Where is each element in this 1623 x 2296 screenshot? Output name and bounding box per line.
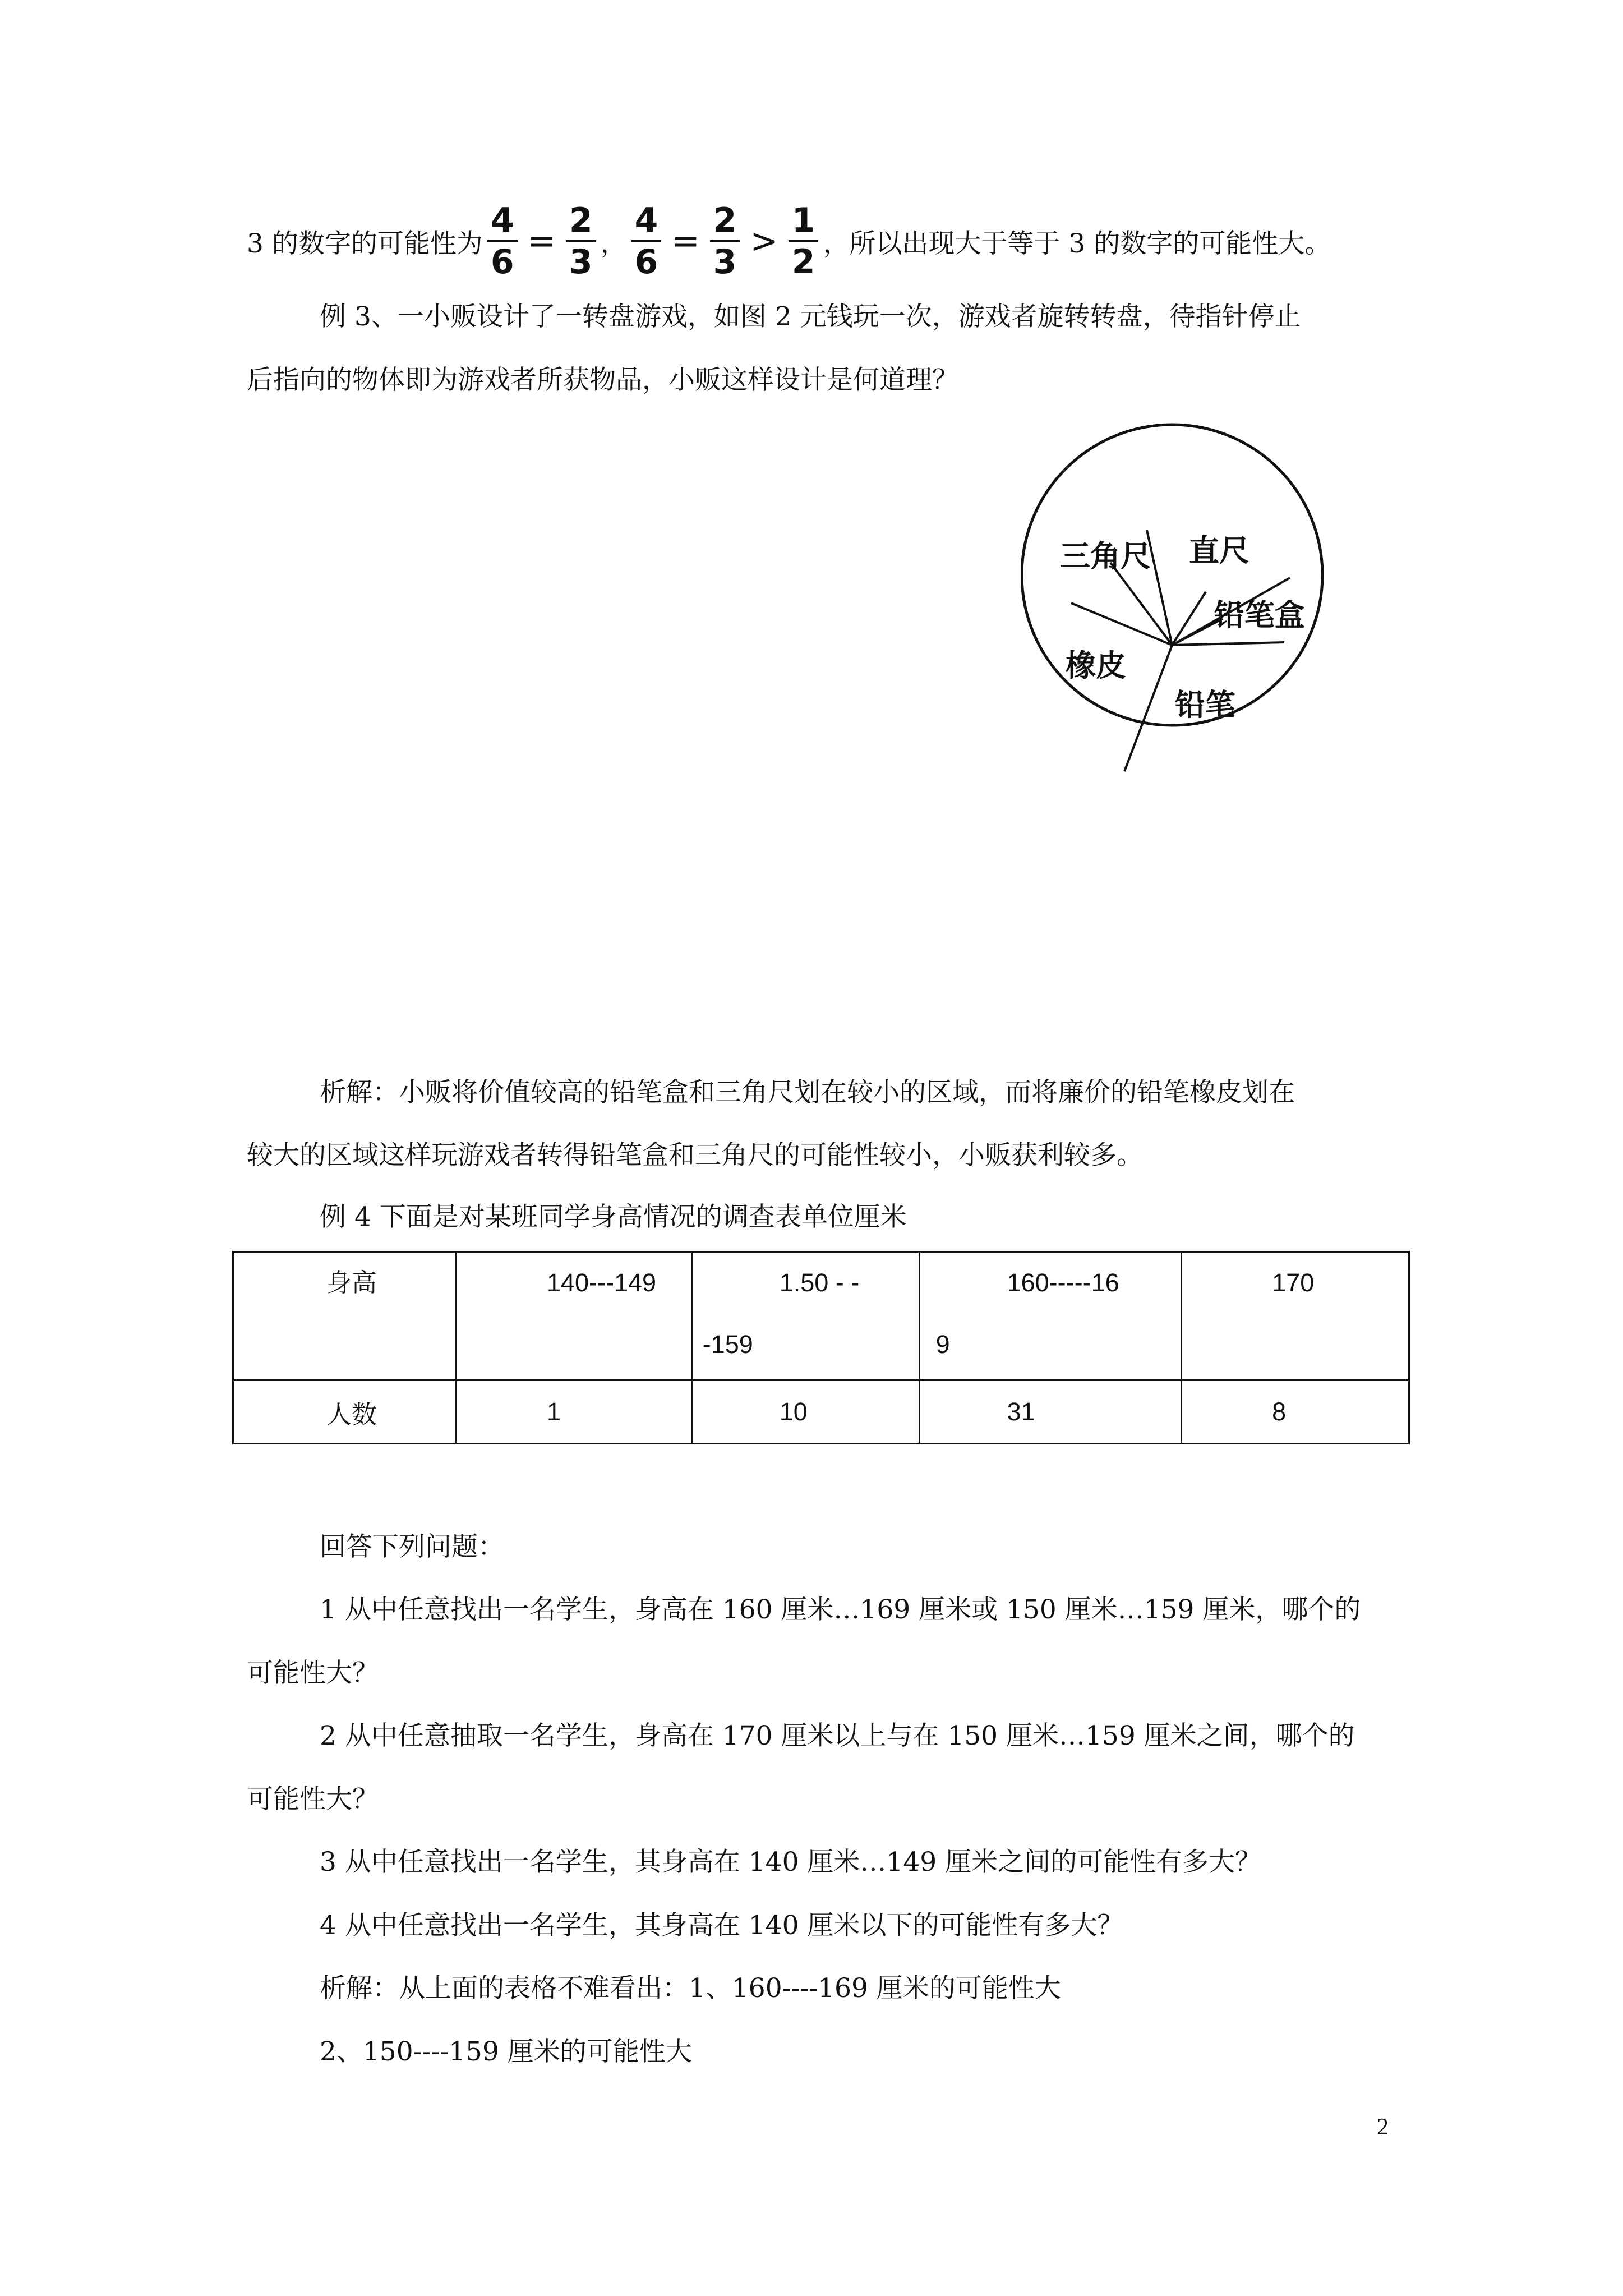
example3-line2: 后指向的物体即为游戏者所获物品，小贩这样设计是何道理？ xyxy=(247,365,958,395)
questions-intro: 回答下列问题： xyxy=(320,1531,504,1562)
equals-sign-second: = xyxy=(671,222,700,261)
equals-sign: = xyxy=(527,222,556,261)
analysis3-line2: 较大的区域这样玩游戏者转得铅笔盒和三角尺的可能性较小，小贩获利较多。 xyxy=(247,1140,1143,1171)
fraction-line-prefix: 3 的数字的可能性为 xyxy=(247,228,483,259)
answer1: 析解：从上面的表格不难看出：1、160----169 厘米的可能性大 xyxy=(320,1973,1061,2004)
spinner-diagram xyxy=(1021,367,1324,783)
fraction-line xyxy=(247,196,1331,286)
spinner-label-pencil: 铅笔 xyxy=(1175,687,1235,723)
table-cell xyxy=(1182,1381,1409,1444)
table-cell xyxy=(691,1252,919,1381)
spinner-label-triangle: 三角尺 xyxy=(1060,539,1151,574)
fraction-1-2: $\frac{1}{2}$ xyxy=(789,201,819,282)
fraction-line-suffix: ，所以出现大于等于 3 的数字的可能性大。 xyxy=(823,228,1331,259)
range-160-line1: 160-----16 xyxy=(1007,1268,1119,1297)
analysis3-line1: 析解：小贩将价值较高的铅笔盒和三角尺划在较小的区域，而将廉价的铅笔橡皮划在 xyxy=(320,1077,1295,1108)
spinner-label-eraser: 橡皮 xyxy=(1066,648,1126,683)
height-survey-table xyxy=(232,1251,1410,1444)
spinner-label-ruler: 直尺 xyxy=(1189,533,1249,568)
count-140-149: 1 xyxy=(546,1397,561,1426)
range-160-line2: 9 xyxy=(935,1330,950,1359)
range-150-line1: 1.50 - - xyxy=(779,1268,860,1297)
range-150-line2: -159 xyxy=(702,1330,753,1359)
range-170: 170 xyxy=(1272,1268,1315,1297)
table-cell xyxy=(233,1381,457,1444)
question2-line2: 可能性大？ xyxy=(247,1784,379,1815)
table-cell xyxy=(691,1381,919,1444)
table-cell xyxy=(919,1252,1182,1381)
example3-line1: 例 3、一小贩设计了一转盘游戏，如图 2 元钱玩一次，游戏者旋转转盘，待指针停止 xyxy=(320,301,1301,332)
table-row xyxy=(233,1252,1409,1381)
range-140-149: 140---149 xyxy=(546,1268,657,1297)
question1-line2: 可能性大？ xyxy=(247,1658,379,1688)
question4: 4 从中任意找出一名学生，其身高在 140 厘米以下的可能性有多大？ xyxy=(320,1910,1124,1941)
example4-title: 例 4 下面是对某班同学身高情况的调查表单位厘米 xyxy=(320,1202,907,1232)
page-number: 2 xyxy=(1377,2114,1389,2140)
fraction-4-6-second: $\frac{4}{6}$ xyxy=(631,201,662,282)
question1-line1: 1 从中任意找出一名学生，身高在 160 厘米…169 厘米或 150 厘米…159 厘米，哪个的 xyxy=(320,1594,1361,1625)
table-cell xyxy=(1182,1252,1409,1381)
table-cell xyxy=(456,1252,691,1381)
greater-than-sign: > xyxy=(750,222,778,261)
answer2: 2、150----159 厘米的可能性大 xyxy=(320,2036,692,2067)
spinner-label-pencil-box: 铅笔盒 xyxy=(1214,597,1305,633)
fraction-2-3-second: $\frac{2}{3}$ xyxy=(710,201,740,282)
table-cell xyxy=(919,1381,1182,1444)
count-150-159: 10 xyxy=(779,1397,808,1426)
question2-line1: 2 从中任意抽取一名学生，身高在 170 厘米以上与在 150 厘米…159 厘米之间，哪个的 xyxy=(320,1720,1355,1751)
count-160-169: 31 xyxy=(1007,1397,1035,1426)
count-header: 人数 xyxy=(326,1400,377,1429)
count-170: 8 xyxy=(1272,1397,1287,1426)
separator-comma: ， xyxy=(600,228,627,259)
question3: 3 从中任意找出一名学生，其身高在 140 厘米…149 厘米之间的可能性有多大？ xyxy=(320,1847,1262,1878)
table-cell xyxy=(233,1252,457,1381)
fraction-4-6: $\frac{4}{6}$ xyxy=(487,201,518,282)
table-cell xyxy=(456,1381,691,1444)
fraction-2-3: $\frac{2}{3}$ xyxy=(566,201,596,282)
height-header: 身高 xyxy=(326,1268,377,1297)
table-row xyxy=(233,1381,1409,1444)
